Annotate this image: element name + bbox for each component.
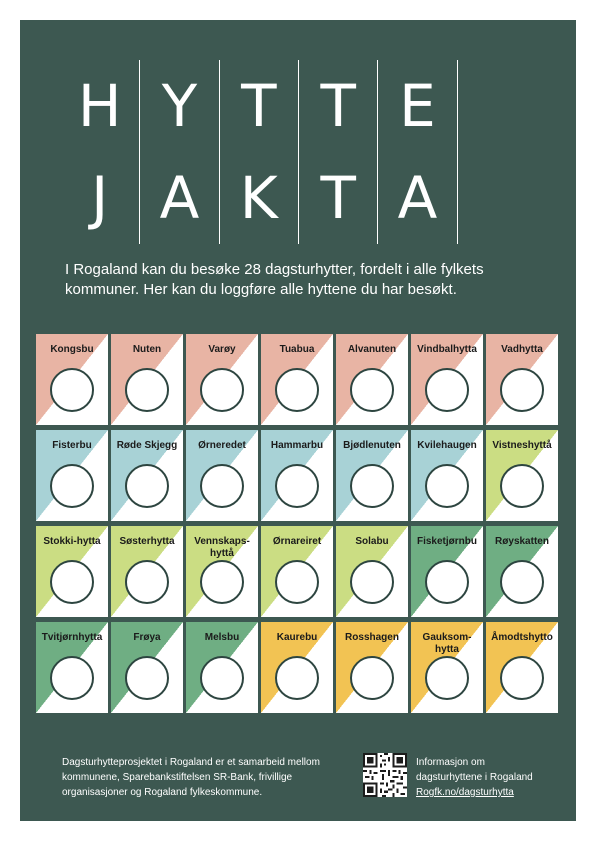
title-letter: A [139,152,218,244]
cabin-name: Tuabua [279,344,315,355]
cabin-name: Fisterbu [52,440,92,451]
cabin-card[interactable] [411,622,483,713]
cabin-card[interactable] [411,526,483,617]
visit-stamp-circle[interactable] [125,560,169,604]
visit-stamp-circle[interactable] [500,656,544,700]
cabin-name: Solabu [355,536,389,547]
visit-stamp-circle[interactable] [200,464,244,508]
cabin-card[interactable] [186,526,258,617]
cabin-card[interactable] [411,334,483,425]
cabin-name: Åmodtshytto [491,632,553,643]
title-letter: Y [139,60,218,152]
cabin-card[interactable] [261,622,333,713]
cabin-card[interactable] [36,622,108,713]
title-letter: H [77,72,122,140]
footer-description: Dagsturhytteprosjektet i Rogaland er et samarbeid mellom kommunene, Sparebankstiftelsen SR-Bank, frivillige organisasjoner og Rogaland fylkeskommune. [62,757,320,798]
cabin-name: Melsbu [204,632,240,643]
visit-stamp-circle[interactable] [125,368,169,412]
visit-stamp-circle[interactable] [425,560,469,604]
cabin-card[interactable] [336,430,408,521]
cabin-name: Vindbalhytta [417,344,477,355]
title-letter: T [298,60,377,152]
cabin-card[interactable] [486,526,558,617]
cabin-card[interactable] [111,622,183,713]
title-letter: J [91,164,109,232]
visit-stamp-circle[interactable] [500,560,544,604]
visit-stamp-circle[interactable] [200,656,244,700]
visit-stamp-circle[interactable] [350,656,394,700]
title-letter [457,152,536,244]
title-letter [457,60,536,152]
visit-stamp-circle[interactable] [275,368,319,412]
poster [20,20,576,821]
cabin-card[interactable] [486,622,558,713]
cabin-name: Vistneshyttå [492,440,552,451]
visit-stamp-circle[interactable] [350,464,394,508]
visit-stamp-circle[interactable] [500,464,544,508]
title-letter: K [219,152,298,244]
visit-stamp-circle[interactable] [50,368,94,412]
cabin-card[interactable] [336,526,408,617]
title-grid [60,60,536,244]
cabin-name: Kongsbu [50,344,94,355]
cabin-name: Ørnareiret [272,536,322,547]
visit-stamp-circle[interactable] [50,560,94,604]
cabin-card[interactable] [486,334,558,425]
cabin-card[interactable] [186,334,258,425]
cabin-name: Ørneredet [198,440,246,451]
cabin-card[interactable] [36,526,108,617]
info-block [416,755,576,800]
cabin-name: Nuten [132,344,162,355]
intro-text: I Rogaland kan du besøke 28 dagsturhytter, fordelt i alle fylkets kommuner. Her kan du loggføre alle hyttene du har besøkt. [65,261,484,298]
info-line: dagsturhyttene i Rogaland [416,772,533,783]
visit-stamp-circle[interactable] [350,560,394,604]
cabin-name: Vennskaps- hyttå [194,536,250,559]
title-letter: E [377,60,456,152]
cabin-card[interactable] [411,430,483,521]
visit-stamp-circle[interactable] [200,560,244,604]
cabin-card[interactable] [186,622,258,713]
visit-stamp-circle[interactable] [275,464,319,508]
info-link[interactable]: Rogfk.no/dagsturhytta [416,787,514,798]
cabin-card[interactable] [111,334,183,425]
visit-stamp-circle[interactable] [425,656,469,700]
visit-stamp-circle[interactable] [200,368,244,412]
cabin-name: Vadhytta [501,344,543,355]
cabin-card[interactable] [336,334,408,425]
cabin-name: Hammarbu [270,440,324,451]
cabin-card[interactable] [261,526,333,617]
cabin-name: Varøy [208,344,236,355]
cabin-name: Gauksom- hytta [422,632,472,655]
title-letter: T [219,60,298,152]
cabin-name: Tvitjørnhytta [41,632,103,643]
cabin-name: Søsterhytta [119,536,175,547]
visit-stamp-circle[interactable] [350,368,394,412]
qr-code-icon [363,753,407,797]
cabin-name: Røde Skjegg [116,440,178,451]
cabin-grid [36,334,558,713]
cabin-name: Frøya [133,632,161,643]
cabin-card[interactable] [261,334,333,425]
cabin-name: Røyskatten [495,536,549,547]
cabin-card[interactable] [486,430,558,521]
cabin-card[interactable] [336,622,408,713]
cabin-name: Alvanuten [347,344,397,355]
visit-stamp-circle[interactable] [50,656,94,700]
cabin-card[interactable] [261,430,333,521]
cabin-card[interactable] [111,526,183,617]
visit-stamp-circle[interactable] [500,368,544,412]
cabin-name: Kaurebu [276,632,318,643]
title-letter: A [377,152,456,244]
cabin-card[interactable] [36,430,108,521]
visit-stamp-circle[interactable] [50,464,94,508]
title-letter: T [298,152,377,244]
visit-stamp-circle[interactable] [425,464,469,508]
visit-stamp-circle[interactable] [425,368,469,412]
visit-stamp-circle[interactable] [125,464,169,508]
info-line: Informasjon om [416,757,485,768]
cabin-name: Stokki-hytta [43,536,101,547]
cabin-name: Fisketjørnbu [416,536,477,547]
cabin-card[interactable] [111,430,183,521]
cabin-name: Bjødlenuten [343,440,401,451]
cabin-name: Rosshagen [345,632,399,643]
cabin-name: Kvilehaugen [417,440,477,451]
cabin-card[interactable] [186,430,258,521]
cabin-card[interactable] [36,334,108,425]
visit-stamp-circle[interactable] [275,656,319,700]
visit-stamp-circle[interactable] [275,560,319,604]
visit-stamp-circle[interactable] [125,656,169,700]
